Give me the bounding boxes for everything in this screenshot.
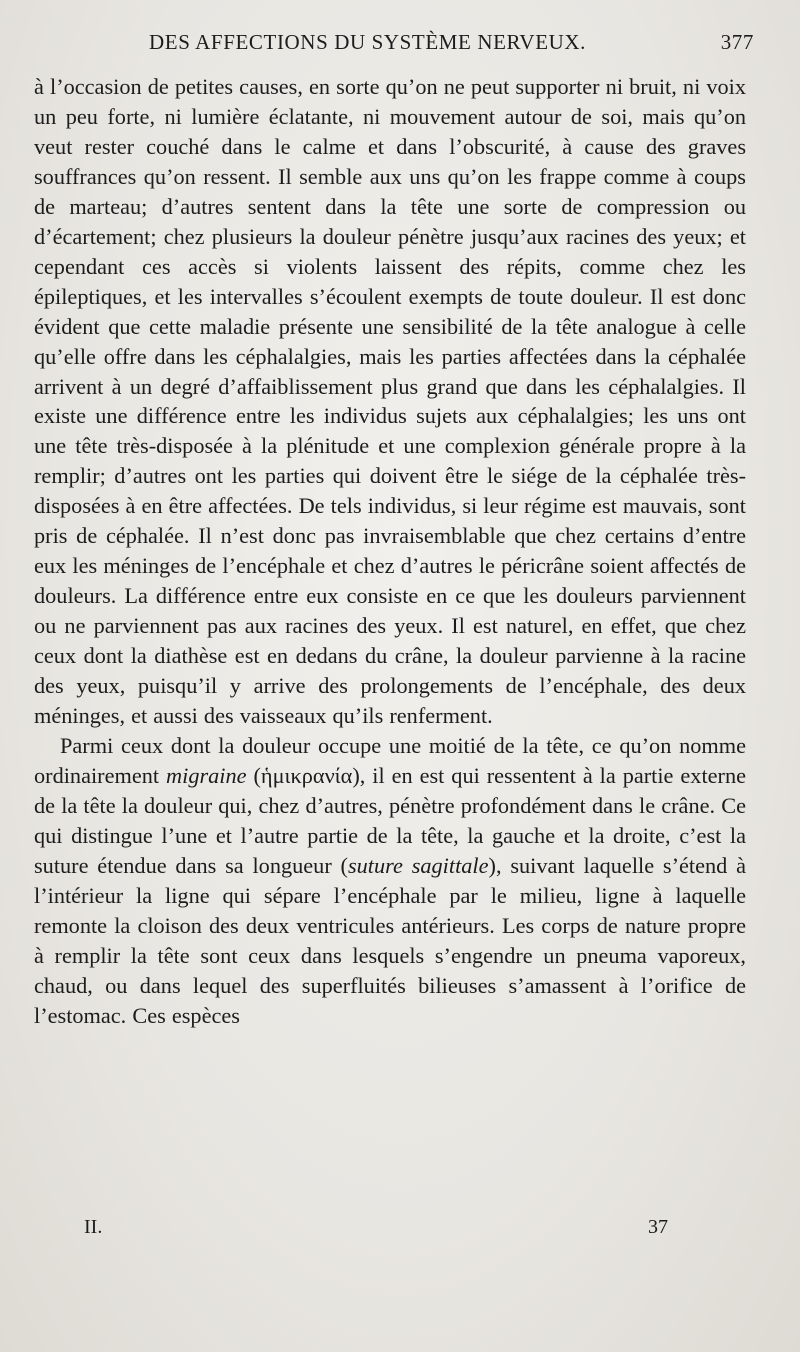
page-footer [34, 1216, 746, 1246]
running-title: DES AFFECTIONS DU SYSTÈME NERVEUX. [149, 30, 587, 54]
greek-term: ἡμικρανία [260, 762, 353, 788]
signature-number: 37 [648, 1216, 668, 1238]
paragraph-2-text-2: ( [246, 762, 261, 788]
paragraph-2 [34, 731, 746, 1031]
page-number: 377 [720, 30, 754, 54]
term-migraine: migraine [166, 762, 247, 788]
paragraph-2-text-1: Parmi ceux dont la douleur occupe une moitié de la tête, ce qu’on nomme ordinairement [34, 732, 746, 788]
paragraph-2-text-4: ), suivant laquelle s’étend à l’intérieur la ligne qui sépare l’encéphale par le milieu, ligne à laquelle remonte la cloison des deux ventricules antérieurs. Les corps de nature propre à remplir la tête sont ceux dans lesquels s’engendre un pneuma vaporeux, chaud, ou dans lequel des superfluités bilieuses s’amassent à l’orifice de l’estomac. Ces espèces [34, 852, 746, 1028]
volume-mark: II. [84, 1216, 103, 1238]
body-text [34, 72, 746, 1031]
paragraph-1: à l’occasion de petites causes, en sorte qu’on ne peut supporter ni bruit, ni voix un peu forte, ni lumière éclatante, ni mouvement autour de soi, mais qu’on veut rester couché dans le calme et dans l’obscurité, à cause des graves souffrances qu’on ressent. Il semble aux uns qu’on les frappe comme à coups de marteau; d’autres sentent dans la tête une sorte de compression ou d’écartement; chez plusieurs la douleur pénètre jusqu’aux racines des yeux; et cependant ces accès si violents laissent des répits, comme chez les épileptiques, et les intervalles s’écoulent exempts de toute douleur. Il est donc évident que cette maladie présente une sensibilité de la tête analogue à celle qu’elle offre dans les céphalalgies, mais les parties affectées dans la céphalée arrivent à un degré d’affaiblissement plus grand que dans les céphalalgies. Il existe une différence entre les individus sujets aux céphalalgies; les uns ont une tête très-disposée à la plénitude et une complexion générale propre à la remplir; d’autres ont les parties qui doivent être le siége de la céphalée très-disposées à en être affectées. De tels individus, si leur régime est mauvais, sont pris de céphalée. Il n’est donc pas invraisemblable que chez certains d’entre eux les méninges de l’encéphale et chez d’autres le péricrâne soient affectés de douleurs. La différence entre eux consiste en ce que les douleurs parviennent ou ne parviennent pas aux racines des yeux. Il est naturel, en effet, que chez ceux dont la diathèse est en dedans du crâne, la douleur parvienne à la racine des yeux, puisqu’il y arrive des prolongements de l’encéphale, des deux méninges, et aussi des vaisseaux qu’ils renferment. [34, 74, 746, 729]
running-head [36, 30, 754, 60]
paragraph-2-text-3: ), il en est qui ressentent à la partie externe de la tête la douleur qui, chez d’autres, pénètre profondément dans le crâne. Ce qui distingue l’une et l’autre partie de la tête, la gauche et la droite, c’est la suture étendue dans sa longueur ( [34, 762, 747, 878]
term-suture-sagittale: suture sagittale [347, 852, 489, 878]
